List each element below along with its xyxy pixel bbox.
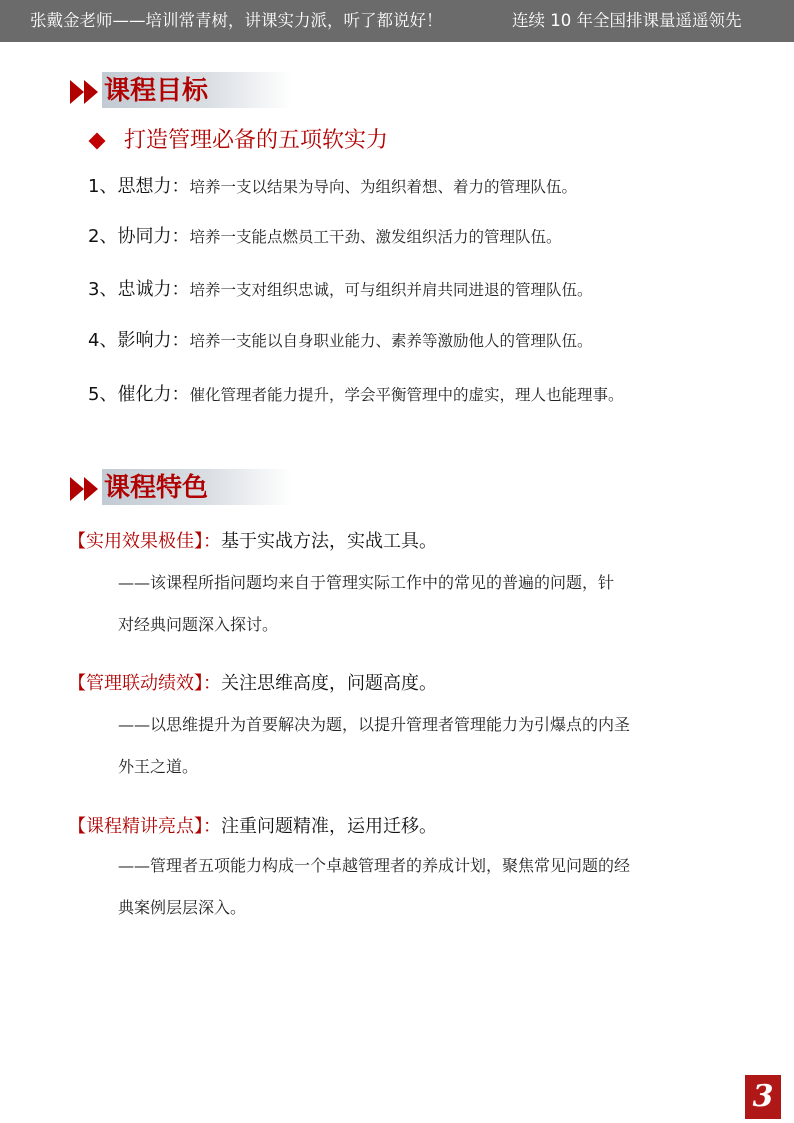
feature-desc-line: ——管理者五项能力构成一个卓越管理者的养成计划，聚焦常见问题的经 — [118, 856, 631, 875]
feature-desc-line: 对经典问题深入探讨。 — [118, 615, 279, 634]
feature-desc-line: ——该课程所指问题均来自于管理实际工作中的常见的普遍的问题，针 — [118, 573, 615, 592]
double-arrow-icon — [70, 477, 104, 501]
goal-description: 培养一支能以自身职业能力、素养等激励他人的管理队伍。 — [189, 332, 593, 350]
page-number-badge: 3 — [745, 1075, 781, 1119]
goal-label: 3、忠诚力： — [88, 279, 190, 300]
top-banner — [0, 0, 794, 42]
goal-description: 培养一支能点燃员工干劲、激发组织活力的管理队伍。 — [189, 228, 562, 246]
goal-label: 1、思想力： — [88, 176, 190, 197]
goal-label: 5、催化力： — [88, 384, 190, 405]
goal-description: 培养一支对组织忠诚，可与组织并肩共同进退的管理队伍。 — [189, 281, 593, 299]
goal-item — [88, 224, 561, 250]
goal-item — [88, 174, 577, 200]
goal-item — [88, 277, 592, 303]
goal-description: 催化管理者能力提升，学会平衡管理中的虚实，理人也能理事。 — [189, 386, 624, 404]
section-title: 课程特色 — [104, 473, 209, 503]
goal-label: 4、影响力： — [88, 330, 190, 351]
banner-highlight: 连续 10 年全国排课量遥遥领先 — [512, 11, 742, 30]
feature-summary: 关注思维高度，问题高度。 — [221, 673, 437, 694]
feature-summary: 注重问题精准，运用迁移。 — [221, 816, 437, 837]
section-title: 课程目标 — [104, 76, 209, 106]
feature-desc-line: 典案例层层深入。 — [118, 898, 247, 917]
feature-desc-line: ——以思维提升为首要解决为题，以提升管理者管理能力为引爆点的内圣 — [118, 715, 631, 734]
goal-item — [88, 382, 623, 408]
feature-heading — [68, 813, 437, 841]
feature-heading — [68, 528, 437, 556]
feature-description — [118, 704, 728, 788]
feature-heading — [68, 670, 437, 698]
goals-subtitle-text: 打造管理必备的五项软实力 — [124, 128, 389, 153]
feature-desc-line: 外王之道。 — [118, 757, 199, 776]
goal-description: 培养一支以结果为导向、为组织着想、着力的管理队伍。 — [189, 178, 577, 196]
diamond-bullet-icon — [89, 133, 106, 150]
feature-name: 【管理联动绩效】： — [68, 673, 221, 694]
goal-item — [88, 328, 592, 354]
feature-description — [118, 845, 728, 929]
banner-slogan: 张戴金老师——培训常青树，讲课实力派，听了都说好！ — [30, 11, 443, 30]
feature-name: 【课程精讲亮点】： — [68, 816, 221, 837]
goal-label: 2、协同力： — [88, 226, 190, 247]
double-arrow-icon — [70, 80, 104, 104]
feature-summary: 基于实战方法，实战工具。 — [221, 531, 437, 552]
feature-name: 【实用效果极佳】： — [68, 531, 221, 552]
feature-description — [118, 562, 728, 646]
